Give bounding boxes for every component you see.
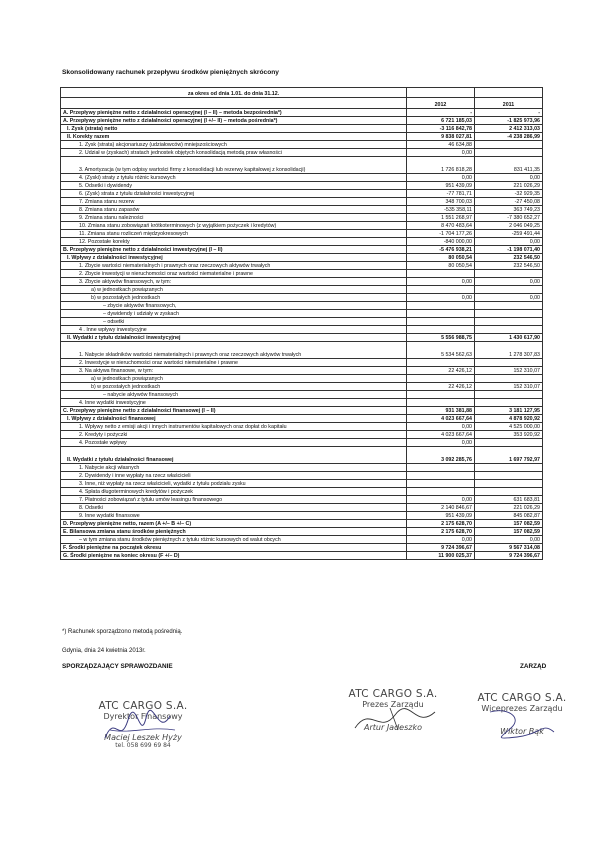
- value-2011: 2 412 313,03: [475, 125, 543, 133]
- value-2012: 9 724 396,67: [407, 544, 475, 552]
- value-2011: 845 082,87: [475, 512, 543, 520]
- value-2012: 2 175 628,70: [407, 520, 475, 528]
- row-label: – nabycie aktywów finansowych: [61, 391, 407, 399]
- value-2012: 5 534 562,63: [407, 342, 475, 359]
- table-row: [61, 157, 543, 174]
- value-2012: 22 426,12: [407, 367, 475, 375]
- year-2012-header: 2012: [407, 98, 475, 109]
- table-row: [61, 399, 543, 407]
- stamp-role: Dyrektor Finansowy: [103, 712, 183, 721]
- value-2012: 2 175 628,70: [407, 528, 475, 536]
- table-row: [61, 407, 543, 415]
- value-2012: [407, 488, 475, 496]
- table-row: [61, 109, 543, 117]
- table-row: [61, 480, 543, 488]
- row-label: 1. Nabycie akcji własnych: [61, 464, 407, 472]
- value-2012: 951 439,09: [407, 182, 475, 190]
- row-label: 12. Pozostałe korekty: [61, 238, 407, 246]
- value-2011: 9 724 396,67: [475, 552, 543, 560]
- stamp-role: Wiceprezes Zarządu: [481, 704, 563, 713]
- table-row: [61, 117, 543, 125]
- row-label: I. Wpływy z działalności finansowej: [61, 415, 407, 423]
- row-label: 3. Zbycie aktywów finansowych, w tym:: [61, 278, 407, 286]
- value-2012: 1 551 268,97: [407, 214, 475, 222]
- table-row: [61, 206, 543, 214]
- row-label: a) w jednostkach powiązanych: [61, 286, 407, 294]
- table-row: [61, 367, 543, 375]
- president-signature: [350, 700, 440, 740]
- value-2011: 232 546,50: [475, 262, 543, 270]
- row-label: 4. Inne wydatki inwestycyjne: [61, 399, 407, 407]
- table-row: [61, 318, 543, 326]
- table-row: [61, 286, 543, 294]
- value-2012: [407, 464, 475, 472]
- value-2012: -: [407, 109, 475, 117]
- period-header: za okres od dnia 1.01. do dnia 31.12.: [61, 88, 407, 98]
- row-label: 1. Nabycie składników wartości niematerialnych i prawnych oraz rzeczowych aktywów trwałych: [61, 342, 407, 359]
- table-row: [61, 270, 543, 278]
- row-label: 7. Płatności zobowiązań z tytułu umów leasingu finansowego: [61, 496, 407, 504]
- row-label: b) w pozostałych jednostkach: [61, 383, 407, 391]
- value-2011: 9 567 314,08: [475, 544, 543, 552]
- stamp-company: ATC CARGO S.A.: [477, 692, 567, 704]
- table-row: [61, 536, 543, 544]
- value-2011: -32 929,35: [475, 190, 543, 198]
- value-2011: [475, 149, 543, 157]
- row-label: 2. Inwestycje w nieruchomości oraz wartości niematerialne i prawne: [61, 359, 407, 367]
- table-row: [61, 496, 543, 504]
- value-2012: [407, 472, 475, 480]
- table-row: [61, 439, 543, 447]
- value-2011: [475, 359, 543, 367]
- value-2011: 4 525 000,00: [475, 423, 543, 431]
- stamp-company: ATC CARGO S.A.: [348, 688, 438, 700]
- value-2011: 157 082,59: [475, 528, 543, 536]
- value-2011: [475, 464, 543, 472]
- table-row: [61, 415, 543, 423]
- year-header-row: [61, 98, 543, 109]
- table-row: [61, 149, 543, 157]
- value-2012: 0,00: [407, 278, 475, 286]
- table-row: [61, 190, 543, 198]
- row-label: I. Wpływy z działalności inwestycyjnej: [61, 254, 407, 262]
- value-2012: 4 023 667,64: [407, 415, 475, 423]
- row-label: 4. (Zyski) straty z tytułu różnic kursowych: [61, 174, 407, 182]
- value-2012: 8 470 483,64: [407, 222, 475, 230]
- value-2011: 1 697 792,97: [475, 447, 543, 464]
- row-label: 4. Pozostałe wpływy: [61, 439, 407, 447]
- row-label: 10. Zmiana stanu zobowiązań krótkoterminowych (z wyjątkiem pożyczek i kredytów): [61, 222, 407, 230]
- value-2011: [475, 439, 543, 447]
- value-2012: [407, 480, 475, 488]
- value-2012: 9 838 027,81: [407, 133, 475, 141]
- value-2011: 1 430 617,90: [475, 334, 543, 342]
- row-label: G. Środki pieniężne na koniec okresu (F +/– D): [61, 552, 407, 560]
- value-2012: -3 116 842,78: [407, 125, 475, 133]
- stamp-company: ATC CARGO S.A.: [98, 700, 188, 712]
- row-label: 9. Zmiana stanu należności: [61, 214, 407, 222]
- table-row: [61, 278, 543, 286]
- value-2011: 0,00: [475, 278, 543, 286]
- value-2011: [475, 480, 543, 488]
- value-2011: [475, 286, 543, 294]
- stamp-role: Prezes Zarządu: [362, 700, 424, 709]
- table-row: [61, 302, 543, 310]
- value-2011: [475, 375, 543, 383]
- stamp-name: Maciej Leszek Hyży: [104, 733, 182, 742]
- table-row: [61, 326, 543, 334]
- value-2012: 80 050,54: [407, 262, 475, 270]
- value-2011: 221 026,29: [475, 504, 543, 512]
- table-row: [61, 528, 543, 536]
- table-row: [61, 472, 543, 480]
- row-label: – zbycie aktywów finansowych,: [61, 302, 407, 310]
- value-2012: 11 900 025,37: [407, 552, 475, 560]
- table-row: [61, 375, 543, 383]
- value-2011: -4 238 286,99: [475, 133, 543, 141]
- value-2011: 232 546,50: [475, 254, 543, 262]
- table-row: [61, 310, 543, 318]
- value-2011: 831 411,35: [475, 157, 543, 174]
- value-2012: 0,00: [407, 496, 475, 504]
- vice-president-signature: [482, 702, 562, 744]
- value-2011: [475, 488, 543, 496]
- table-row: [61, 520, 543, 528]
- row-label: 3. Amortyzacja (w tym odpisy wartości firmy z konsolidacji lub rezerwy kapitałowej z konsolidacji): [61, 157, 407, 174]
- value-2011: -7 380 652,27: [475, 214, 543, 222]
- value-2012: [407, 318, 475, 326]
- row-label: 2. Dywidendy i inne wypłaty na rzecz właścicieli: [61, 472, 407, 480]
- table-row: [61, 238, 543, 246]
- value-2011: [475, 302, 543, 310]
- value-2012: -535 358,11: [407, 206, 475, 214]
- value-2011: 2 046 049,25: [475, 222, 543, 230]
- value-2011: 221 026,29: [475, 182, 543, 190]
- row-label: 11. Zmiana stanu rozliczeń międzyokresowych: [61, 230, 407, 238]
- table-row: [61, 552, 543, 560]
- value-2012: [407, 326, 475, 334]
- row-label: A. Przepływy pieniężne netto z działalności operacyjnej (I – II) – metoda bezpośrednia*): [61, 109, 407, 117]
- row-label: II. Wydatki z tytułu działalności finansowej: [61, 447, 407, 464]
- table-row: [61, 262, 543, 270]
- value-2012: [407, 286, 475, 294]
- value-2011: 0,00: [475, 294, 543, 302]
- stamp-name: Artur Jadeszko: [364, 723, 422, 732]
- value-2012: -840 000,00: [407, 238, 475, 246]
- row-label: 3. Na aktywa finansowe, w tym:: [61, 367, 407, 375]
- row-label: 2. Udział w (zyskach) stratach jednostek objętych konsolidacją metodą praw własności: [61, 149, 407, 157]
- value-2011: 3 181 127,95: [475, 407, 543, 415]
- table-row: [61, 431, 543, 439]
- value-2011: 0,00: [475, 174, 543, 182]
- row-label: a) w jednostkach powiązanych: [61, 375, 407, 383]
- value-2012: 0,00: [407, 536, 475, 544]
- table-row: [61, 198, 543, 206]
- value-2011: 152 310,07: [475, 367, 543, 375]
- value-2011: [475, 472, 543, 480]
- empty-header-cell: [407, 88, 475, 98]
- value-2012: [407, 310, 475, 318]
- value-2012: 0,00: [407, 174, 475, 182]
- value-2011: 353 920,92: [475, 431, 543, 439]
- value-2011: -: [475, 109, 543, 117]
- value-2012: 0,00: [407, 439, 475, 447]
- row-label: II. Wydatki z tytułu działalności inwestycyjnej: [61, 334, 407, 342]
- value-2012: 2 140 846,67: [407, 504, 475, 512]
- value-2012: 5 556 988,75: [407, 334, 475, 342]
- row-label: C. Przepływy pieniężne netto z działalności finansowej (I – II): [61, 407, 407, 415]
- row-label: 1. Zysk (strata) akcjonariuszy (udziałowców) mniejszościowych: [61, 141, 407, 149]
- value-2012: 951 439,09: [407, 512, 475, 520]
- value-2012: [407, 359, 475, 367]
- value-2011: -1 198 071,40: [475, 246, 543, 254]
- table-row: [61, 512, 543, 520]
- table-row: [61, 133, 543, 141]
- row-label: D. Przepływy pieniężne netto, razem (A +/– B +/– C): [61, 520, 407, 528]
- value-2011: 363 749,23: [475, 206, 543, 214]
- row-label: 9. Inne wydatki finansowe: [61, 512, 407, 520]
- table-row: [61, 342, 543, 359]
- row-label: I. Zysk (strata) netto: [61, 125, 407, 133]
- row-label: 4. Spłata długoterminowych kredytów i pożyczek: [61, 488, 407, 496]
- row-label: II. Korekty razem: [61, 133, 407, 141]
- row-label: 1. Wpływy netto z emisji akcji i innych instrumentów kapitałowych oraz dopłat do kapitału: [61, 423, 407, 431]
- row-label: 4 . Inne wpływy inwestycyjne: [61, 326, 407, 334]
- table-row: [61, 504, 543, 512]
- board-label: ZARZĄD: [520, 663, 547, 670]
- table-row: [61, 447, 543, 464]
- value-2012: 0,00: [407, 423, 475, 431]
- year-2011-header: 2011: [475, 98, 543, 109]
- value-2011: -27 450,08: [475, 198, 543, 206]
- table-row: [61, 174, 543, 182]
- row-label: b) w pozostałych jednostkach: [61, 294, 407, 302]
- table-row: [61, 141, 543, 149]
- value-2012: [407, 270, 475, 278]
- value-2012: [407, 399, 475, 407]
- row-label: F. Środki pieniężne na początek okresu: [61, 544, 407, 552]
- value-2011: 152 310,07: [475, 383, 543, 391]
- value-2012: 0,00: [407, 149, 475, 157]
- value-2011: 4 878 920,92: [475, 415, 543, 423]
- row-label: – dywidendy i udziały w zyskach: [61, 310, 407, 318]
- value-2012: -77 781,71: [407, 190, 475, 198]
- value-2011: [475, 326, 543, 334]
- value-2011: 631 683,81: [475, 496, 543, 504]
- preparer-label: SPORZĄDZAJĄCY SPRAWOZDANIE: [62, 663, 173, 670]
- row-label: 1. Zbycie wartości niematerialnych i prawnych oraz rzeczowych aktywów trwałych: [61, 262, 407, 270]
- header-row: [61, 88, 543, 98]
- value-2011: -259 491,44: [475, 230, 543, 238]
- footnote: *) Rachunek sporządzono metodą pośrednią.: [62, 629, 183, 635]
- value-2012: 4 023 667,64: [407, 431, 475, 439]
- value-2012: 6 721 185,03: [407, 117, 475, 125]
- value-2011: 157 082,59: [475, 520, 543, 528]
- row-label: 6. (Zysk) strata z tytułu działalności inwestycyjnej: [61, 190, 407, 198]
- table-row: [61, 464, 543, 472]
- row-label: 3. Inne, niż wypłaty na rzecz właścicieli, wydatki z tytułu podziału zysku: [61, 480, 407, 488]
- row-label: 7. Zmiana stanu rezerw: [61, 198, 407, 206]
- value-2011: [475, 318, 543, 326]
- row-label: 2. Kredyty i pożyczki: [61, 431, 407, 439]
- value-2012: 46 634,88: [407, 141, 475, 149]
- value-2011: [475, 399, 543, 407]
- value-2011: [475, 141, 543, 149]
- value-2012: 80 050,54: [407, 254, 475, 262]
- document-title: Skonsolidowany rachunek przepływu środków pieniężnych skrócony: [62, 69, 279, 76]
- table-row: [61, 544, 543, 552]
- value-2012: 0,00: [407, 294, 475, 302]
- value-2012: 22 426,12: [407, 383, 475, 391]
- table-row: [61, 359, 543, 367]
- stamp-name: Wiktor Bąk: [500, 727, 544, 736]
- finance-director-signature: [100, 708, 180, 748]
- value-2011: [475, 391, 543, 399]
- row-label: B. Przepływy pieniężne netto z działalności inwestycyjnej (I – II): [61, 246, 407, 254]
- row-label: 8. Zmiana stanu zapasów: [61, 206, 407, 214]
- value-2012: 3 092 285,76: [407, 447, 475, 464]
- table-row: [61, 294, 543, 302]
- value-2012: [407, 391, 475, 399]
- value-2012: -5 476 938,21: [407, 246, 475, 254]
- table-row: [61, 222, 543, 230]
- table-row: [61, 423, 543, 431]
- date-line: Gdynia, dnia 24 kwietnia 2013r.: [62, 648, 146, 654]
- table-row: [61, 254, 543, 262]
- stamp-phone: tel. 058 699 69 84: [115, 742, 171, 749]
- table-row: [61, 214, 543, 222]
- value-2012: [407, 302, 475, 310]
- row-label: A. Przepływy pieniężne netto z działalności operacyjnej (I +/– II) – metoda pośrednia*): [61, 117, 407, 125]
- row-label: 8. Odsetki: [61, 504, 407, 512]
- row-label: – odsetki: [61, 318, 407, 326]
- table-row: [61, 383, 543, 391]
- value-2011: -1 825 973,96: [475, 117, 543, 125]
- cash-flow-table: [60, 87, 543, 560]
- value-2011: 0,00: [475, 536, 543, 544]
- table-row: [61, 334, 543, 342]
- value-2012: 1 726 818,28: [407, 157, 475, 174]
- row-label: 2. Zbycie inwestycji w nieruchomości oraz wartości niematerialne i prawne: [61, 270, 407, 278]
- value-2012: [407, 375, 475, 383]
- value-2012: -1 704 177,26: [407, 230, 475, 238]
- value-2012: 348 700,03: [407, 198, 475, 206]
- empty-header-cell: [475, 88, 543, 98]
- row-label: – w tym zmiana stanu środków pieniężnych z tytułu różnic kursowych od walut obcych: [61, 536, 407, 544]
- value-2011: 0,00: [475, 238, 543, 246]
- table-row: [61, 125, 543, 133]
- value-2011: [475, 270, 543, 278]
- value-2012: 931 381,88: [407, 407, 475, 415]
- value-2011: [475, 310, 543, 318]
- table-row: [61, 182, 543, 190]
- row-label: 5. Odsetki i dywidendy: [61, 182, 407, 190]
- row-label: E. Bilansowa zmiana stanu środków pieniężnych: [61, 528, 407, 536]
- empty-header-cell: [61, 98, 407, 109]
- table-row: [61, 246, 543, 254]
- table-row: [61, 230, 543, 238]
- table-row: [61, 391, 543, 399]
- value-2011: 1 278 307,83: [475, 342, 543, 359]
- table-row: [61, 488, 543, 496]
